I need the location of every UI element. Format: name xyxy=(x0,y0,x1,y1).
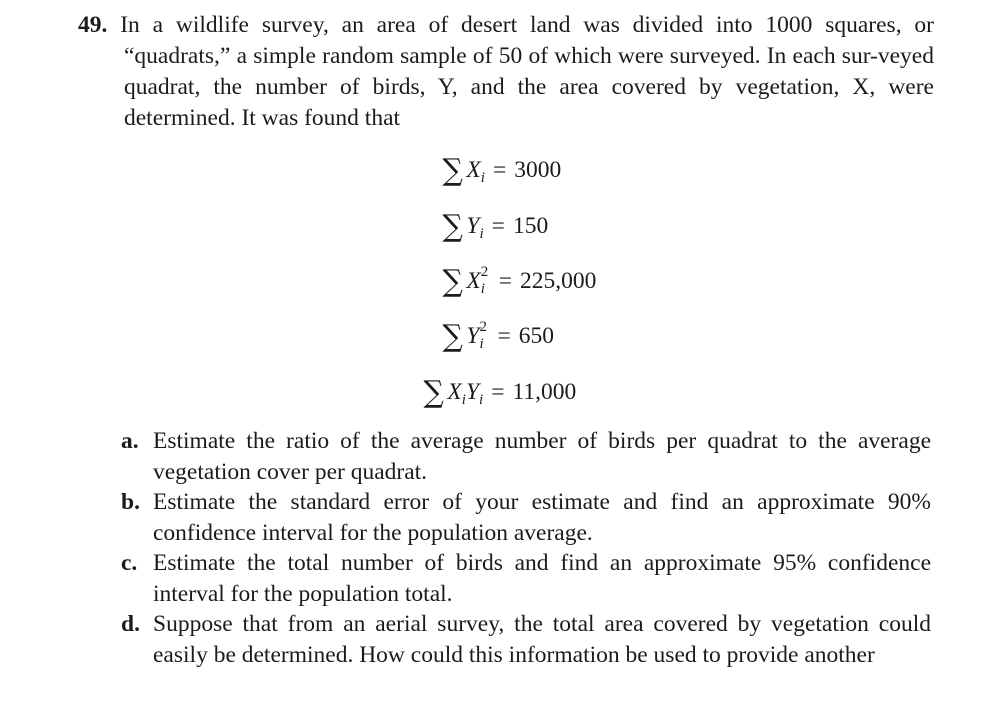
equation-sum-x xyxy=(442,150,561,190)
sigma-symbol: ∑ xyxy=(442,264,463,299)
eq-operator: = xyxy=(491,379,505,405)
part-text: Estimate the ratio of the average number of birds per quadrat to the average vegetation cover per quadrat. xyxy=(153,428,931,485)
eq-variable: X xyxy=(466,268,481,294)
eq-super-subscript xyxy=(479,319,490,352)
sigma-symbol: ∑ xyxy=(442,209,463,244)
sigma-symbol: ∑ xyxy=(442,153,463,188)
equation-sum-y-squared xyxy=(442,316,554,356)
eq-subscript: i xyxy=(480,170,485,186)
eq-subscript-2: i xyxy=(479,392,484,408)
problem-stem-text: In a wildlife survey, an area of desert land was divided into 1000 squares, or “quadrats,” a simple random sample of 50 of which were surveyed. In each sur-veyed quadrat, the number of birds, Y, and the area covered by vegetation, X, were determined. It was found that xyxy=(120,12,934,131)
eq-subscript: i xyxy=(480,281,485,297)
eq-variable: X xyxy=(466,157,481,183)
part-label: b. xyxy=(121,489,140,515)
eq-superscript: 2 xyxy=(479,319,487,335)
part-c xyxy=(121,548,931,609)
eq-operator: = xyxy=(498,268,513,294)
eq-value: 11,000 xyxy=(512,379,577,405)
summary-equations xyxy=(0,150,992,410)
eq-value: 225,000 xyxy=(520,268,597,294)
eq-value: 150 xyxy=(512,213,549,239)
eq-variable: Y xyxy=(466,213,480,239)
eq-variable: X xyxy=(447,379,462,405)
eq-subscript: i xyxy=(479,336,484,352)
eq-operator: = xyxy=(491,213,505,239)
part-label: a. xyxy=(121,428,139,454)
eq-variable: Y xyxy=(466,323,480,349)
eq-superscript: 2 xyxy=(480,264,489,280)
problem-49 xyxy=(78,10,934,134)
part-a xyxy=(121,426,931,487)
part-text: Estimate the standard error of your estimate and find an approximate 90% confidence interval for the population average. xyxy=(153,489,931,546)
part-text: Suppose that from an aerial survey, the total area covered by vegetation could easily be determined. How could this information be used to provide another xyxy=(153,611,931,668)
eq-subscript: i xyxy=(461,392,466,408)
sub-questions xyxy=(121,426,931,670)
part-text: Estimate the total number of birds and find an approximate 95% confidence interval for the population total. xyxy=(153,550,931,607)
part-label: c. xyxy=(121,550,138,576)
equation-sum-xy xyxy=(423,372,576,412)
problem-stem xyxy=(78,10,934,134)
eq-operator: = xyxy=(492,157,507,183)
part-label: d. xyxy=(121,611,140,637)
part-d xyxy=(121,609,931,670)
eq-super-subscript xyxy=(480,264,491,297)
eq-value: 650 xyxy=(518,323,555,349)
eq-subscript: i xyxy=(479,226,484,242)
sigma-symbol: ∑ xyxy=(423,375,444,410)
eq-value: 3000 xyxy=(514,157,562,183)
eq-variable-2: Y xyxy=(465,379,480,405)
part-b xyxy=(121,487,931,548)
equation-sum-y xyxy=(442,206,548,246)
eq-operator: = xyxy=(497,323,511,349)
equation-sum-x-squared xyxy=(442,261,596,301)
problem-number: 49. xyxy=(78,12,108,38)
sigma-symbol: ∑ xyxy=(442,319,463,354)
